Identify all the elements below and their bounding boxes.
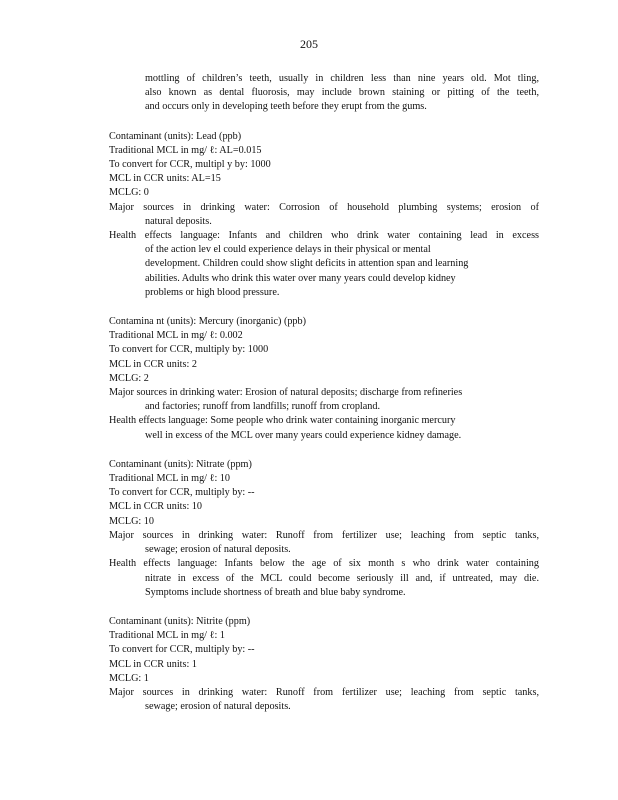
health-effects-line: Health effects language: Infants below the age of six month s who drink water containing (109, 558, 539, 570)
health-effects-line: of the action lev el could experience delays in their physical or mental (145, 244, 431, 256)
major-sources-line: sewage; erosion of natural deposits. (145, 544, 291, 556)
major-sources-line: and factories; runoff from landfills; runoff from cropland. (145, 401, 380, 413)
major-sources-line: Major sources in drinking water: Erosion of natural deposits; discharge from refineries (109, 387, 463, 399)
major-sources-line: sewage; erosion of natural deposits. (145, 701, 291, 713)
intro-paragraph (109, 72, 539, 115)
health-effects-line: problems or high blood pressure. (145, 286, 280, 298)
traditional-mcl-line: Traditional MCL in mg/ ℓ: 10 (109, 473, 231, 485)
mclg-line: MCLG: 10 (109, 515, 154, 527)
convert-line: To convert for CCR, multiply by: -- (109, 644, 255, 656)
health-effects-line: Health effects language: Some people who drink water containing inorganic mercury (109, 415, 456, 427)
convert-line: To convert for CCR, multiply by: 1000 (109, 344, 269, 356)
contaminant-line: Contaminant (units): Nitrate (ppm) (109, 458, 252, 470)
contaminant-block-nitrite (109, 615, 539, 714)
health-effects-line: abilities. Adults who drink this water over many years could develop kidney (145, 272, 456, 284)
mcl-ccr-line: MCL in CCR units: 2 (109, 358, 197, 370)
mcl-ccr-line: MCL in CCR units: AL=15 (109, 173, 221, 185)
contaminant-block-mercury (109, 315, 539, 443)
contaminant-block-lead (109, 130, 539, 300)
mcl-ccr-line: MCL in CCR units: 1 (109, 658, 197, 670)
traditional-mcl-line: Traditional MCL in mg/ ℓ: AL=0.015 (109, 144, 262, 156)
health-effects-line: Symptoms include shortness of breath and blue baby syndrome. (145, 586, 406, 598)
contaminant-line: Contamina nt (units): Mercury (inorganic) (ppb) (109, 316, 307, 328)
mclg-line: MCLG: 0 (109, 187, 149, 199)
contaminant-line: Contaminant (units): Lead (ppb) (109, 130, 242, 142)
mclg-line: MCLG: 2 (109, 372, 149, 384)
mclg-line: MCLG: 1 (109, 672, 149, 684)
health-effects-line: Health effects language: Infants and children who drink water containing lead in excess (109, 230, 539, 242)
intro-line: also known as dental fluorosis, may include brown staining or pitting of the teeth, (145, 87, 539, 99)
contaminant-block-nitrate (109, 458, 539, 600)
contaminant-line: Contaminant (units): Nitrite (ppm) (109, 615, 251, 627)
health-effects-line: nitrate in excess of the MCL could become seriously ill and, if untreated, may die. (145, 572, 539, 584)
page-number: 205 (300, 37, 318, 51)
intro-line: mottling of children’s teeth, usually in children less than nine years old. Mot tling, (145, 73, 539, 84)
major-sources-line: Major sources in drinking water: Runoff from fertilizer use; leaching from septic tanks, (109, 529, 539, 541)
health-effects-line: development. Children could show slight deficits in attention span and learning (145, 258, 469, 270)
convert-line: To convert for CCR, multipl y by: 1000 (109, 159, 271, 171)
page-body (109, 72, 539, 714)
traditional-mcl-line: Traditional MCL in mg/ ℓ: 0.002 (109, 330, 243, 342)
mcl-ccr-line: MCL in CCR units: 10 (109, 501, 203, 513)
health-effects-line: well in excess of the MCL over many years could experience kidney damage. (145, 429, 462, 441)
major-sources-line: Major sources in drinking water: Corrosion of household plumbing systems; erosion of (109, 201, 539, 213)
convert-line: To convert for CCR, multiply by: -- (109, 487, 255, 499)
major-sources-line: natural deposits. (145, 215, 212, 227)
intro-line: and occurs only in developing teeth before they erupt from the gums. (145, 101, 427, 113)
major-sources-line: Major sources in drinking water: Runoff from fertilizer use; leaching from septic tanks, (109, 686, 539, 698)
traditional-mcl-line: Traditional MCL in mg/ ℓ: 1 (109, 630, 225, 642)
